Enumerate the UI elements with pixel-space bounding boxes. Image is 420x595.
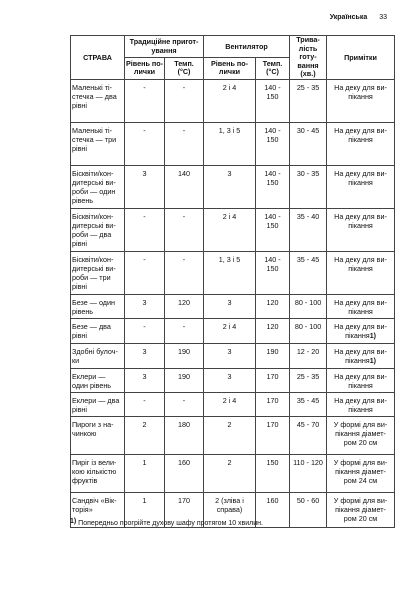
cell-trad-temp: - — [165, 122, 204, 165]
footnote-ref: 1) — [369, 357, 376, 365]
cell-trad-level: - — [125, 251, 165, 294]
cell-dish: Бісквіти/кон- дитерські ви- роби — один рівень — [71, 165, 125, 208]
cell-duration: 25 - 35 — [290, 368, 327, 392]
cell-duration: 50 - 60 — [290, 492, 327, 527]
page-header — [330, 14, 387, 21]
header-notes: Примітки — [327, 36, 395, 80]
cell-duration: 110 - 120 — [290, 454, 327, 492]
footnote-text: Попередньо прогрійте духову шафу протягом 10 хвилин. — [76, 520, 263, 527]
cell-trad-level: - — [125, 208, 165, 251]
cell-fan-level: 3 — [204, 294, 256, 318]
cell-trad-level: 1 — [125, 492, 165, 527]
cell-fan-level: 2 і 4 — [204, 79, 256, 122]
table-row — [71, 208, 395, 251]
cell-trad-temp: - — [165, 79, 204, 122]
cell-dish: Пироги з на- чинкою — [71, 416, 125, 454]
cell-trad-level: 2 — [125, 416, 165, 454]
cell-fan-level: 3 — [204, 368, 256, 392]
cell-trad-temp: 120 — [165, 294, 204, 318]
cell-dish: Бісквіти/кон- дитерські ви- роби — три рівні — [71, 251, 125, 294]
cell-fan-level: 2 (зліва і справа) — [204, 492, 256, 527]
cell-fan-temp: 170 — [256, 416, 290, 454]
table-row — [71, 294, 395, 318]
cell-notes: У формі для ви- пікання діамет- ром 24 см — [327, 454, 395, 492]
cell-duration: 35 - 45 — [290, 392, 327, 416]
cell-duration: 25 - 35 — [290, 79, 327, 122]
cell-notes: На деку для ви- пікання — [327, 79, 395, 122]
cell-fan-temp: 140 - 150 — [256, 208, 290, 251]
cell-fan-temp: 190 — [256, 343, 290, 368]
cell-trad-temp: 140 — [165, 165, 204, 208]
cell-duration: 80 - 100 — [290, 294, 327, 318]
cell-duration: 30 - 35 — [290, 165, 327, 208]
header-trad-level: Рівень по- лички — [125, 58, 165, 79]
page-number: 33 — [379, 14, 387, 21]
cell-duration: 30 - 45 — [290, 122, 327, 165]
cell-fan-temp: 120 — [256, 318, 290, 343]
cell-dish: Бісквіти/кон- дитерські ви- роби — два рівні — [71, 208, 125, 251]
table-body — [71, 79, 395, 527]
cell-trad-level: 3 — [125, 165, 165, 208]
table-row — [71, 165, 395, 208]
cell-fan-temp: 140 - 150 — [256, 251, 290, 294]
header-fan-level: Рівень по- лички — [204, 58, 256, 79]
cell-fan-temp: 160 — [256, 492, 290, 527]
header-duration: Трива- лість готу- вання (хв.) — [290, 36, 327, 80]
cell-fan-level: 1, 3 і 5 — [204, 251, 256, 294]
cell-fan-level: 1, 3 і 5 — [204, 122, 256, 165]
cell-trad-temp: - — [165, 318, 204, 343]
table-row — [71, 392, 395, 416]
cell-dish: Пиріг із вели- кою кількістю фруктів — [71, 454, 125, 492]
cell-fan-level: 3 — [204, 343, 256, 368]
table-row — [71, 454, 395, 492]
cell-notes: На деку для ви- пікання — [327, 294, 395, 318]
cell-trad-temp: 170 — [165, 492, 204, 527]
footnote-ref: 1) — [369, 332, 376, 340]
cell-trad-temp: - — [165, 208, 204, 251]
cell-trad-level: 3 — [125, 368, 165, 392]
cell-notes: У формі для ви- пікання діамет- ром 20 см — [327, 492, 395, 527]
section-title: Українська — [329, 14, 368, 21]
cell-fan-level: 2 — [204, 416, 256, 454]
cell-fan-level: 2 і 4 — [204, 318, 256, 343]
cell-fan-level: 2 і 4 — [204, 392, 256, 416]
cell-dish: Сандвіч «Вік- торія» — [71, 492, 125, 527]
cell-notes: На деку для ви- пікання — [327, 368, 395, 392]
cell-trad-temp: 190 — [165, 343, 204, 368]
cell-trad-temp: 190 — [165, 368, 204, 392]
cell-trad-temp: 180 — [165, 416, 204, 454]
cell-duration: 80 - 100 — [290, 318, 327, 343]
cell-trad-level: - — [125, 392, 165, 416]
table-row — [71, 79, 395, 122]
cell-notes: На деку для ви- пікання — [327, 122, 395, 165]
cell-duration: 45 - 70 — [290, 416, 327, 454]
cell-dish: Маленькі ті- стечка — два рівні — [71, 79, 125, 122]
cell-duration: 35 - 45 — [290, 251, 327, 294]
cell-trad-temp: - — [165, 251, 204, 294]
cell-fan-temp: 120 — [256, 294, 290, 318]
cell-fan-temp: 150 — [256, 454, 290, 492]
cell-fan-level: 3 — [204, 165, 256, 208]
cell-notes: У формі для ви- пікання діамет- ром 20 см — [327, 416, 395, 454]
cell-fan-temp: 140 - 150 — [256, 165, 290, 208]
cell-notes: На деку для ви- пікання — [327, 251, 395, 294]
cell-trad-level: - — [125, 318, 165, 343]
baking-table — [70, 35, 395, 528]
cell-dish: Маленькі ті- стечка — три рівні — [71, 122, 125, 165]
table-row — [71, 122, 395, 165]
cell-trad-level: 3 — [125, 343, 165, 368]
header-trad-temp: Темп. (°С) — [165, 58, 204, 79]
table-row — [71, 251, 395, 294]
table-row — [71, 368, 395, 392]
cell-fan-level: 2 — [204, 454, 256, 492]
cell-dish: Безе — один рівень — [71, 294, 125, 318]
cell-dish: Безе — два рівні — [71, 318, 125, 343]
table-row — [71, 318, 395, 343]
header-fan-temp: Темп. (°С) — [256, 58, 290, 79]
footnote — [70, 518, 263, 527]
header-fan: Вентилятор — [204, 36, 290, 58]
cell-notes: На деку для ви- пікання — [327, 392, 395, 416]
cell-trad-temp: 160 — [165, 454, 204, 492]
table-row — [71, 416, 395, 454]
cell-dish: Здобні булоч- ки — [71, 343, 125, 368]
cell-fan-temp: 140 - 150 — [256, 79, 290, 122]
cell-duration: 35 - 40 — [290, 208, 327, 251]
table-row — [71, 343, 395, 368]
cell-trad-level: 3 — [125, 294, 165, 318]
cell-trad-level: - — [125, 79, 165, 122]
cell-fan-level: 2 і 4 — [204, 208, 256, 251]
cell-trad-level: - — [125, 122, 165, 165]
footnote-mark: 1) — [70, 518, 77, 525]
cell-fan-temp: 140 - 150 — [256, 122, 290, 165]
header-traditional: Традиційне пригот- ування — [125, 36, 204, 58]
cell-dish: Еклери — один рівень — [71, 368, 125, 392]
cell-fan-temp: 170 — [256, 392, 290, 416]
cell-fan-temp: 170 — [256, 368, 290, 392]
cell-trad-temp: - — [165, 392, 204, 416]
cell-dish: Еклери — два рівні — [71, 392, 125, 416]
cell-trad-level: 1 — [125, 454, 165, 492]
cell-notes: На деку для ви- пікання1) — [327, 343, 395, 368]
cell-notes: На деку для ви- пікання — [327, 165, 395, 208]
cell-duration: 12 - 20 — [290, 343, 327, 368]
cell-notes: На деку для ви- пікання1) — [327, 318, 395, 343]
header-dish: СТРАВА — [71, 36, 125, 80]
cell-notes: На деку для ви- пікання — [327, 208, 395, 251]
